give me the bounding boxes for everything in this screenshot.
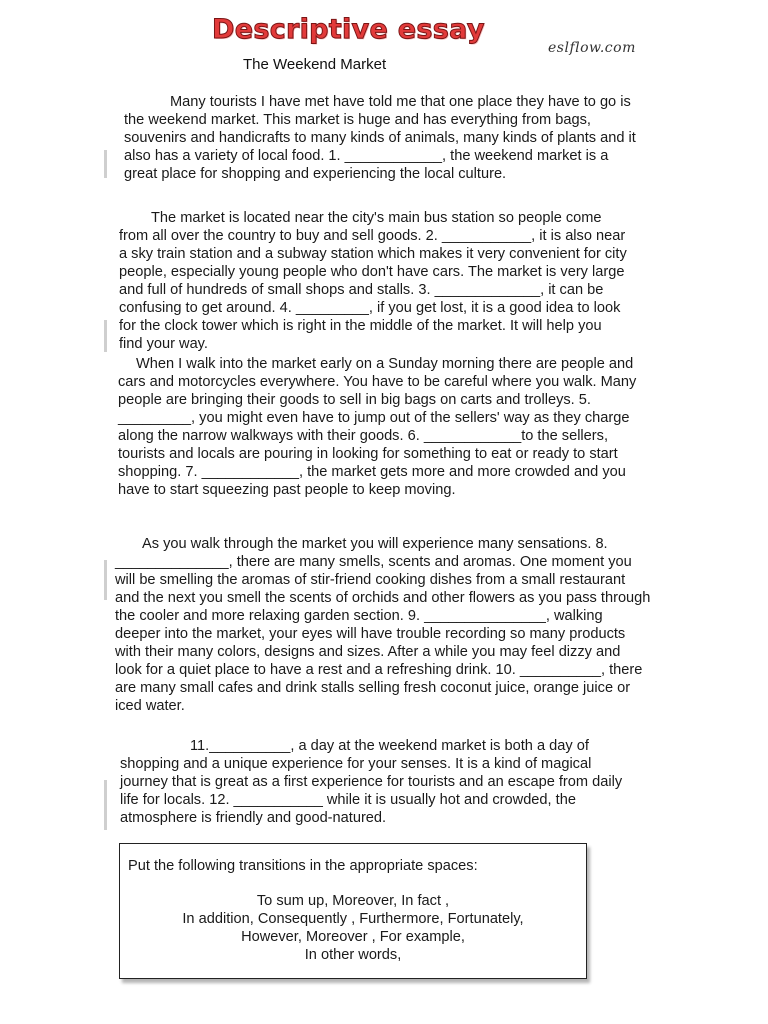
essay-paragraph-sensations: As you walk through the market you will experience many sensations. 8. ______________, there are many smells, scents and aromas. One moment you will be smelling the aromas of stir-friend cooking dishes from a small restaurant and the next you smell the scents of orchids and other flowers as you pass through the cooler and more relaxing garden section. 9. _______________, walking deeper into the market, your eyes will have trouble recording so many products with their many colors, designs and sizes. After a while you may feel dizzy and look for a quiet place to have a rest and a refreshing drink. 10. __________, there are many small cafes and drink stalls selling fresh coconut juice, orange juice or iced water. [115, 536, 651, 714]
essay-paragraph-conclusion: 11.__________, a day at the weekend market is both a day of shopping and a unique experience for your senses. It is a kind of magical journey that is great as a first experience for tourists and an escape from daily life for locals. 12. ___________ while it is usually hot and crowded, the atmosphere is friendly and good-natured. [120, 738, 623, 826]
transitions-line: In addition, Consequently , Furthermore, Fortunately, [182, 911, 524, 927]
word-box-instruction: Put the following transitions in the appropriate spaces: [128, 858, 478, 874]
essay-title: The Weekend Market [243, 56, 387, 73]
scan-margin-mark [104, 560, 107, 600]
transitions-word-box [119, 843, 587, 979]
essay-paragraph-location: The market is located near the city's main bus station so people come from all over the country to buy and sell goods. 2. ___________, it is also near a sky train station and a subway station which makes it very convenient for city people, especially young people who don't have cars. The market is very large and full of hundreds of small shops and stalls. 3. _____________, it can be confusing to get around. 4. _________, if you get lost, it is a good idea to look for the clock tower which is right in the middle of the market. It will help you find your way. [119, 210, 627, 352]
transitions-line: However, Moreover , For example, [241, 929, 465, 945]
scan-margin-mark [104, 320, 107, 352]
transitions-line: To sum up, Moreover, In fact , [256, 893, 450, 909]
essay-paragraph-arrival: When I walk into the market early on a Sunday morning there are people and cars and motorcycles everywhere. You have to be careful where you walk. Many people are bringing their goods to sell in big bags on carts and trolleys. 5. _________, you might even have to jump out of the sellers' way as they charge along the narrow walkways with their goods. 6. ____________to the sellers, tourists and locals are pouring in looking for something to eat or ready to start shopping. 7. ____________, the market gets more and more crowded and you have to start squeezing past people to keep moving. [118, 356, 637, 498]
scan-margin-mark [104, 150, 107, 178]
source-watermark: eslflow.com [548, 40, 636, 56]
transitions-line: In other words, [304, 947, 402, 963]
scan-margin-mark [104, 780, 107, 830]
transitions-list [120, 892, 586, 964]
essay-paragraph-intro: Many tourists I have met have told me that one place they have to go is the weekend market. This market is huge and has everything from bags, souvenirs and handicrafts to many kinds of animals, many kinds of plants and it also has a variety of local food. 1. ____________, the weekend market is a great place for shopping and experiencing the local culture. [124, 94, 636, 182]
worksheet-heading: Descriptive essay [212, 14, 485, 45]
